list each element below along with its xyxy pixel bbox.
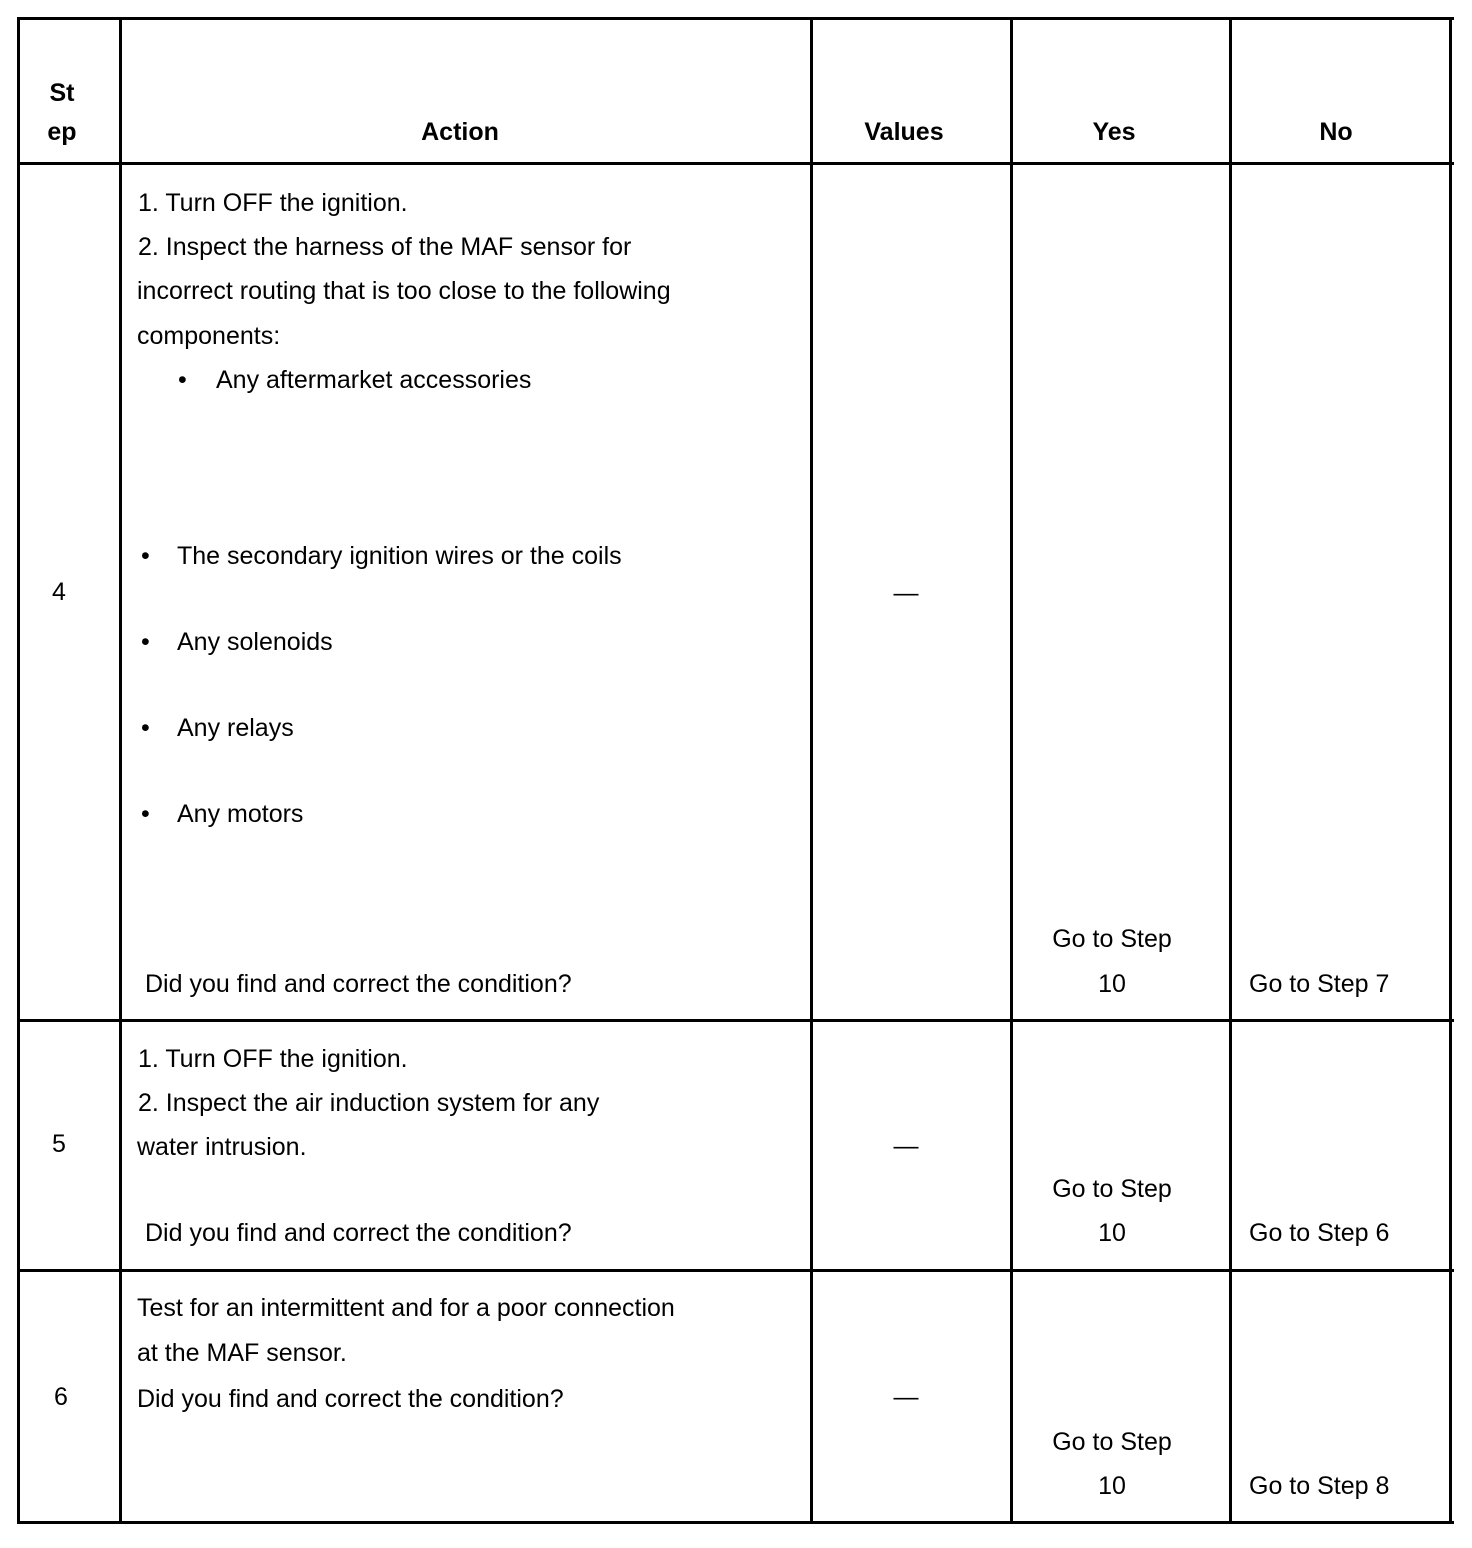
bullet-item: Any relays <box>177 714 294 742</box>
no-cell: Go to Step 6 <box>1249 1219 1390 1247</box>
bullet-item: Any motors <box>177 800 304 828</box>
bullet-glyph: • <box>141 628 150 656</box>
yes-cell-line1: Go to Step <box>1052 925 1172 953</box>
step-number: 6 <box>54 1383 68 1411</box>
bullet-item: Any solenoids <box>177 628 333 656</box>
yes-cell-line2: 10 <box>1098 970 1126 998</box>
column-divider-action-values <box>810 17 813 1524</box>
action-question: Did you find and correct the condition? <box>137 1385 564 1413</box>
bullet-item: Any aftermarket accessories <box>216 366 532 394</box>
values-cell: — <box>893 1383 919 1411</box>
table-border-left <box>17 17 20 1524</box>
action-question: Did you find and correct the condition? <box>145 970 572 998</box>
bullet-glyph: • <box>141 800 150 828</box>
values-cell: — <box>893 1132 919 1160</box>
header-step-line1: St <box>49 79 75 107</box>
step-number: 4 <box>52 578 66 606</box>
header-step-line2: ep <box>47 118 77 146</box>
action-text: Test for an intermittent and for a poor connection <box>137 1294 675 1322</box>
column-divider-yes-no <box>1229 17 1232 1524</box>
yes-cell-line1: Go to Step <box>1052 1175 1172 1203</box>
action-question: Did you find and correct the condition? <box>145 1219 572 1247</box>
step-number: 5 <box>52 1130 66 1158</box>
yes-cell-line2: 10 <box>1098 1472 1126 1500</box>
row-divider-5-6 <box>17 1269 1454 1272</box>
header-values: Values <box>864 118 944 146</box>
header-divider <box>17 162 1454 165</box>
column-divider-step-action <box>119 17 122 1524</box>
action-item: 1. Turn OFF the ignition. <box>138 189 408 217</box>
bullet-glyph: • <box>141 542 150 570</box>
action-text: incorrect routing that is too close to the following <box>137 277 671 305</box>
action-text: components: <box>137 322 281 350</box>
action-item: 2. Inspect the harness of the MAF sensor for <box>138 233 632 261</box>
no-cell: Go to Step 8 <box>1249 1472 1390 1500</box>
no-cell: Go to Step 7 <box>1249 970 1390 998</box>
header-yes: Yes <box>1092 118 1136 146</box>
bullet-glyph: • <box>178 366 187 394</box>
action-text: water intrusion. <box>137 1133 307 1161</box>
values-cell: — <box>893 579 919 607</box>
yes-cell-line2: 10 <box>1098 1219 1126 1247</box>
table-border-right <box>1449 17 1452 1524</box>
table-border-bottom <box>17 1521 1454 1524</box>
table-border-top <box>17 17 1454 20</box>
yes-cell-line1: Go to Step <box>1052 1428 1172 1456</box>
bullet-glyph: • <box>141 714 150 742</box>
action-text: at the MAF sensor. <box>137 1339 347 1367</box>
bullet-item: The secondary ignition wires or the coils <box>177 542 622 570</box>
action-item: 1. Turn OFF the ignition. <box>138 1045 408 1073</box>
action-item: 2. Inspect the air induction system for any <box>138 1089 600 1117</box>
header-action: Action <box>421 118 499 146</box>
column-divider-values-yes <box>1010 17 1013 1524</box>
row-divider-4-5 <box>17 1019 1454 1022</box>
header-no: No <box>1319 118 1353 146</box>
